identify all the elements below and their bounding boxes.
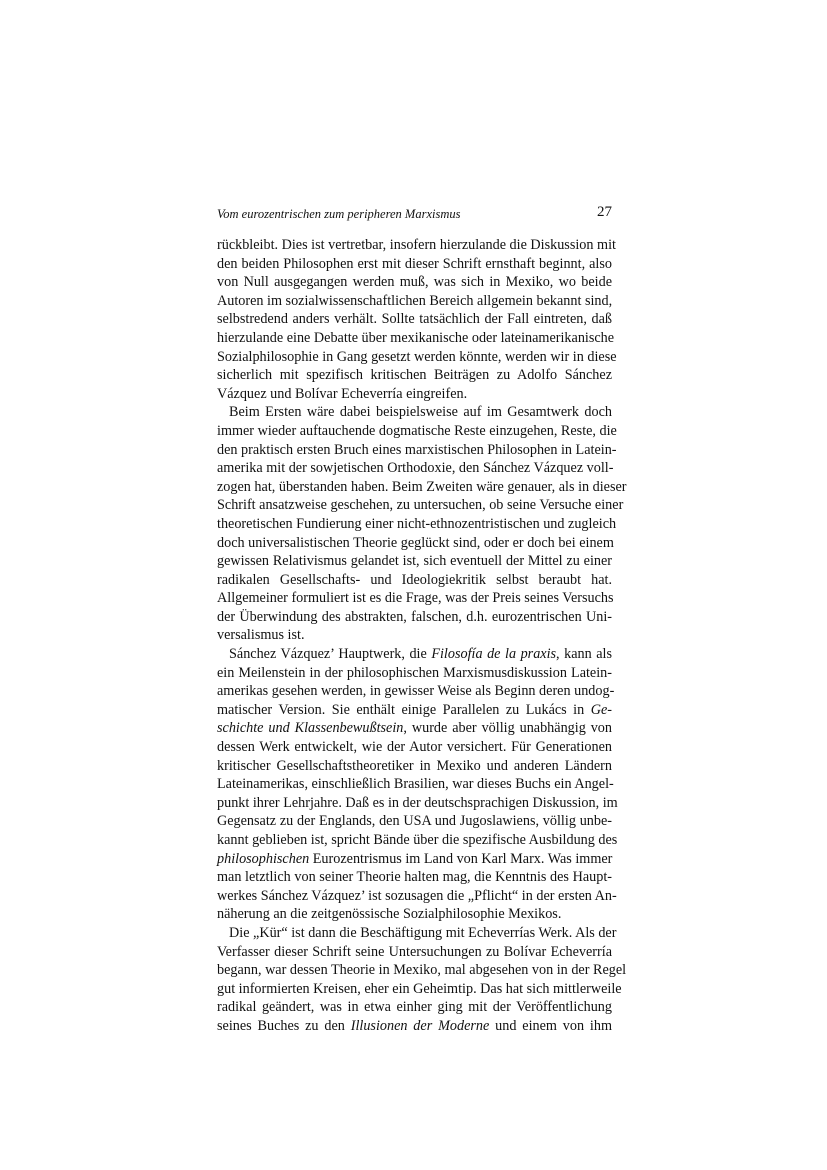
italic-title: Illusionen der Moderne (350, 1017, 490, 1034)
text-line (217, 943, 612, 962)
text-run: Eurozentrismus im Land von Karl Marx. Was immer (309, 850, 613, 867)
text-run: Gegensatz zu der Englands, den USA und Jugoslawiens, völlig unbe- (217, 813, 612, 830)
body-text (217, 236, 627, 1036)
text-line (217, 980, 622, 999)
text-line (217, 496, 624, 515)
text-line (217, 682, 615, 701)
text-run: werkes Sánchez Vázquez’ ist sozusagen die „Pflicht“ in der ersten An- (217, 887, 617, 904)
text-line (217, 905, 612, 924)
text-run: matischer Version. Sie enthält einige Parallelen zu Lukács in (217, 701, 591, 718)
text-line (217, 831, 618, 850)
italic-title: Filosofía de la praxis (431, 646, 557, 663)
text-run: radikalen Gesellschafts- und Ideologiekritik selbst beraubt hat. (217, 571, 612, 588)
text-run: gut informierten Kreisen, eher ein Geheimtip. Das hat sich mittlerweile (217, 980, 622, 997)
text-run: gewissen Relativismus gelandet ist, sich eventuell der Mittel zu einer (217, 553, 612, 570)
text-line (217, 552, 612, 571)
text-line (217, 515, 617, 534)
text-run: von Null ausgegangen werden muß, was sich in Mexiko, wo beide (217, 274, 612, 291)
italic-title: Ge- (590, 701, 612, 718)
text-line (217, 571, 612, 590)
text-line (217, 1017, 612, 1036)
text-run: dessen Werk entwickelt, wie der Autor versichert. Für Generationen (217, 739, 612, 756)
text-line (217, 310, 612, 329)
text-run: versalismus ist. (217, 627, 305, 644)
text-run: Sozialphilosophie in Gang gesetzt werden könnte, werden wir in diese (217, 348, 617, 365)
text-run: Lateinamerikas, einschließlich Brasilien, war dieses Buchs ein Angel- (217, 776, 614, 793)
text-line (217, 403, 612, 422)
text-line (217, 757, 612, 776)
text-line (217, 292, 612, 311)
text-line (217, 887, 617, 906)
text-line (217, 775, 612, 794)
text-run: immer wieder auftauchende dogmatische Reste einzugehen, Reste, die (217, 422, 617, 439)
text-run: begann, war dessen Theorie in Mexiko, mal abgesehen von in der Regel (217, 962, 627, 979)
text-run: radikal geändert, was in etwa einher ging mit der Veröffentlichung (217, 999, 612, 1016)
text-line (217, 441, 617, 460)
text-run: Vázquez und Bolívar Echeverría eingreifen. (217, 385, 468, 402)
text-run: kritischer Gesellschaftstheoretiker in Mexiko und anderen Ländern (217, 757, 612, 774)
text-run: selbstredend anders verhält. Sollte tatsächlich der Fall eintreten, daß (217, 311, 612, 328)
italic-title: philosophischen (217, 850, 310, 867)
text-run: Beim Ersten wäre dabei beispielsweise auf im Gesamtwerk doch (229, 404, 612, 421)
text-line (217, 329, 615, 348)
text-line (217, 664, 612, 683)
text-line (217, 719, 612, 738)
text-line (217, 348, 617, 367)
text-run: rückbleibt. Dies ist vertretbar, insofern hierzulande die Diskussion mit (217, 237, 616, 253)
text-run: den praktisch ersten Bruch eines marxistischen Philosophen in Latein- (217, 441, 617, 458)
text-run: punkt ihrer Lehrjahre. Daß es in der deutschsprachigen Diskussion, im (217, 794, 618, 811)
text-line (217, 422, 617, 441)
page-number: 27 (597, 204, 612, 220)
text-line (217, 236, 616, 255)
text-line (217, 589, 612, 608)
text-run: doch universalistischen Theorie geglückt sind, oder er doch bei einem (217, 534, 614, 551)
text-run: amerika mit der sowjetischen Orthodoxie, den Sánchez Vázquez voll- (217, 460, 614, 477)
text-line (217, 794, 618, 813)
text-run: den beiden Philosophen erst mit dieser Schrift ernsthaft beginnt, also (217, 255, 612, 272)
text-line (217, 850, 612, 869)
italic-title: schichte und Klassenbewußtsein (217, 720, 404, 737)
text-run: man letztlich von seiner Theorie halten mag, die Kenntnis des Haupt- (217, 869, 612, 886)
text-line (217, 924, 617, 943)
text-run: zogen hat, überstanden haben. Beim Zweiten wäre genauer, als in dieser (217, 478, 627, 495)
running-title: Vom eurozentrischen zum peripheren Marxismus (217, 207, 461, 221)
text-run: kannt geblieben ist, spricht Bände über die spezifische Ausbildung des (217, 832, 618, 848)
text-run: , kann als (556, 646, 612, 663)
text-line (217, 812, 612, 831)
text-run: näherung an die zeitgenössische Sozialphilosophie Mexikos. (217, 906, 562, 923)
text-run: und einem von ihm (489, 1017, 612, 1034)
text-run: Schrift ansatzweise geschehen, zu untersuchen, ob seine Versuche einer (217, 497, 624, 514)
text-line (217, 998, 612, 1017)
text-line (217, 701, 612, 720)
text-line (217, 478, 627, 497)
text-line (217, 738, 612, 757)
text-run: Sánchez Vázquez’ Hauptwerk, die (229, 646, 432, 663)
text-line (217, 385, 612, 404)
text-run: , wurde aber völlig unabhängig von (403, 720, 612, 737)
text-line (217, 459, 612, 478)
text-line (217, 608, 612, 627)
text-run: theoretischen Fundierung einer nicht-ethnozentristischen und zugleich (217, 515, 617, 532)
text-line (217, 255, 612, 274)
text-line (217, 626, 612, 645)
text-run: seines Buches zu den (217, 1017, 351, 1034)
text-run: hierzulande eine Debatte über mexikanische oder lateinamerikanische (217, 329, 615, 346)
text-run: der Überwindung des abstrakten, falschen, d.h. eurozentrischen Uni- (217, 608, 612, 625)
text-run: Die „Kür“ ist dann die Beschäftigung mit Echeverrías Werk. Als der (229, 924, 617, 941)
text-run: amerikas gesehen werden, in gewisser Weise als Beginn deren undog- (217, 683, 615, 700)
text-line (217, 366, 612, 385)
text-run: ein Meilenstein in der philosophischen Marxismusdiskussion Latein- (217, 664, 612, 681)
text-line (217, 534, 612, 553)
text-run: Autoren im sozialwissenschaftlichen Bereich allgemein bekannt sind, (217, 292, 613, 309)
text-line (217, 868, 612, 887)
page-header (217, 204, 612, 224)
text-run: Verfasser dieser Schrift seine Untersuchungen zu Bolívar Echeverría (217, 943, 612, 960)
text-run: Allgemeiner formuliert ist es die Frage, was der Preis seines Versuchs (217, 590, 614, 607)
text-line (217, 645, 612, 664)
text-run: sicherlich mit spezifisch kritischen Beiträgen zu Adolfo Sánchez (217, 367, 612, 384)
text-line (217, 273, 612, 292)
text-line (217, 961, 627, 980)
